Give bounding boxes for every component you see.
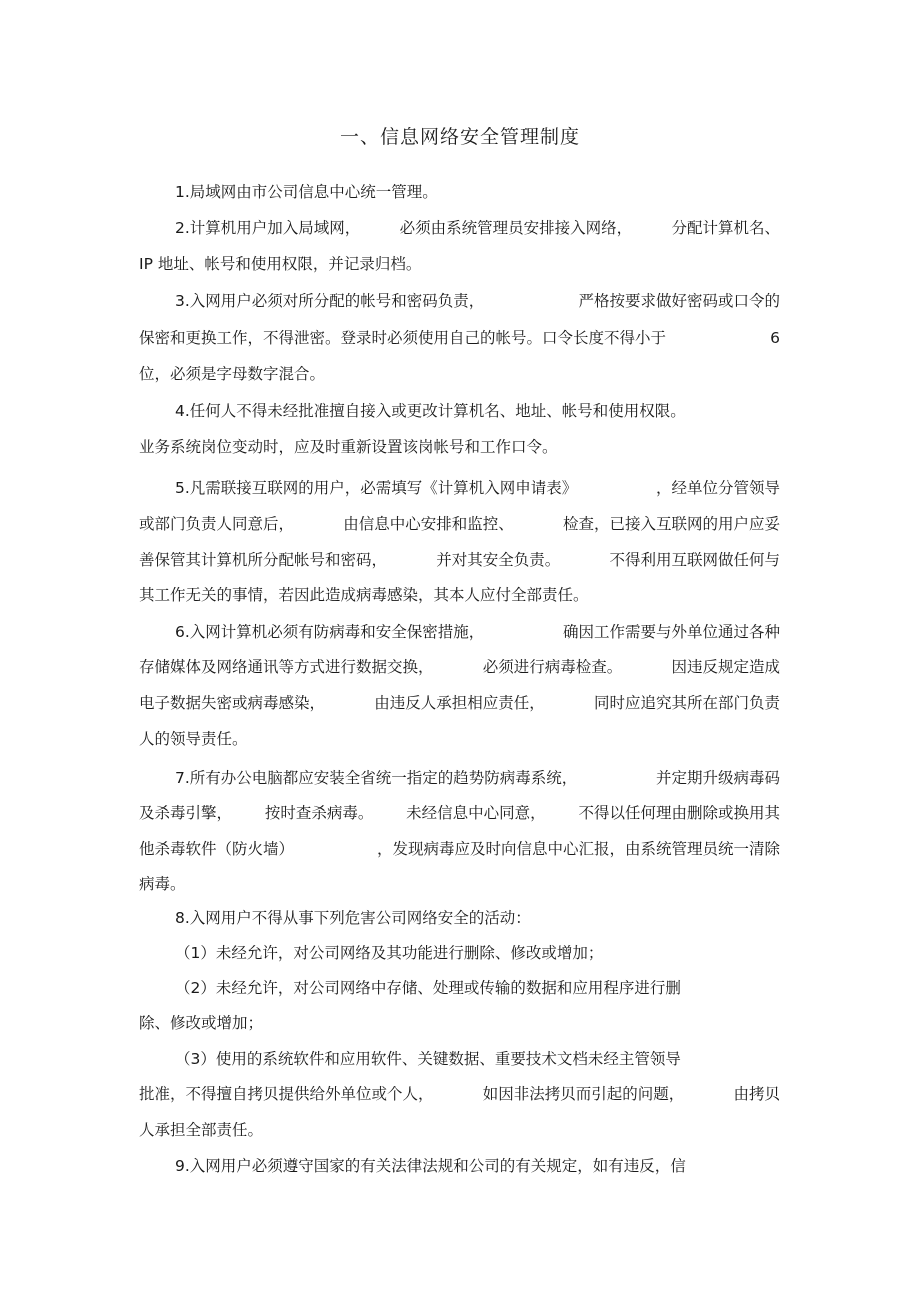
text-segment: 由信息中心安排和监控、 <box>343 515 514 533</box>
body-line: 除、修改或增加； <box>139 1014 264 1032</box>
body-line <box>139 802 780 824</box>
text-segment: 严格按要求做好密码或口令的 <box>578 292 780 310</box>
text-segment: 检查，已接入互联网的用户应妥 <box>562 515 780 533</box>
text-segment: 他杀毒软件（防火墙） <box>139 840 295 858</box>
body-line <box>139 656 780 678</box>
body-line <box>139 327 780 349</box>
text-segment: 6.入网计算机必须有防病毒和安全保密措施， <box>175 623 485 641</box>
text-segment: 确因工作需要与外单位通过各种 <box>562 623 780 641</box>
body-line: 业务系统岗位变动时，应及时重新设置该岗帐号和工作口令。 <box>139 438 558 456</box>
text-segment: ，发现病毒应及时向信息中心汇报，由系统管理员统一清除 <box>376 840 780 858</box>
body-line <box>175 290 780 312</box>
body-line: （1）未经允许，对公司网络及其功能进行删除、修改或增加； <box>175 944 604 962</box>
text-segment: 2.计算机用户加入局域网， <box>175 219 361 237</box>
body-line: IP 地址、帐号和使用权限，并记录归档。 <box>139 255 422 273</box>
body-line <box>139 513 780 535</box>
text-segment: 电子数据失密或病毒感染， <box>139 694 326 712</box>
text-segment: 必须进行病毒检查。 <box>482 658 623 676</box>
text-segment: 由拷贝 <box>733 1085 780 1103</box>
text-segment: 及杀毒引擎， <box>139 804 233 822</box>
text-segment: 必须由系统管理员安排接入网络， <box>399 219 633 237</box>
body-line: 其工作无关的事情，若因此造成病毒感染，其本人应付全部责任。 <box>139 586 589 604</box>
body-line <box>175 217 780 239</box>
text-segment: 分配计算机名、 <box>671 219 780 237</box>
text-segment: 不得利用互联网做任何与 <box>609 551 780 569</box>
text-segment: 不得以任何理由删除或换用其 <box>578 804 780 822</box>
body-line <box>139 692 780 714</box>
body-line: （2）未经允许，对公司网络中存储、处理或传输的数据和应用程序进行删 <box>175 979 681 997</box>
text-segment: 善保管其计算机所分配帐号和密码， <box>139 551 388 569</box>
body-line <box>139 1083 780 1105</box>
body-line: 8.入网用户不得从事下列危害公司网络安全的活动： <box>175 909 531 927</box>
text-segment: 5.凡需联接互联网的用户，必需填写《计算机入网申请表》 <box>175 479 578 497</box>
text-segment: 6 <box>770 329 780 347</box>
body-line <box>139 838 780 860</box>
body-line: 人的领导责任。 <box>139 730 248 748</box>
text-segment: 按时查杀病毒。 <box>264 804 374 822</box>
text-segment: 7.所有办公电脑都应安装全省统一指定的趋势防病毒系统， <box>175 769 578 787</box>
text-segment: 因违反规定造成 <box>671 658 780 676</box>
body-line: 位，必须是字母数字混合。 <box>139 365 326 383</box>
text-segment: 批准，不得擅自拷贝提供给外单位或个人， <box>139 1085 434 1103</box>
body-line: 人承担全部责任。 <box>139 1121 264 1139</box>
body-line: 4.任何人不得未经批准擅自接入或更改计算机名、地址、帐号和使用权限。 <box>175 402 686 420</box>
body-line <box>139 549 780 571</box>
text-segment: 存储媒体及网络通讯等方式进行数据交换， <box>139 658 434 676</box>
body-line <box>175 477 780 499</box>
body-line: 1.局域网由市公司信息中心统一管理。 <box>175 183 438 201</box>
text-segment: 或部门负责人同意后， <box>139 515 295 533</box>
text-segment: 未经信息中心同意， <box>406 804 546 822</box>
text-segment: 3.入网用户必须对所分配的帐号和密码负责， <box>175 292 485 310</box>
text-segment: 由违反人承担相应责任， <box>374 694 545 712</box>
text-segment: 并对其安全负责。 <box>436 551 561 569</box>
text-segment: 同时应追究其所在部门负责 <box>593 694 780 712</box>
body-line: 9.入网用户必须遵守国家的有关法律法规和公司的有关规定，如有违反，信 <box>175 1157 686 1175</box>
body-line: 病毒。 <box>139 875 186 893</box>
document-title: 一、信息网络安全管理制度 <box>339 126 580 148</box>
body-line <box>175 621 780 643</box>
text-segment: 如因非法拷贝而引起的问题， <box>482 1085 685 1103</box>
text-segment: 并定期升级病毒码 <box>655 769 780 787</box>
body-line: （3）使用的系统软件和应用软件、关键数据、重要技术文档未经主管领导 <box>175 1050 681 1068</box>
text-segment: ，经单位分管领导 <box>655 479 780 497</box>
text-segment: 保密和更换工作，不得泄密。登录时必须使用自己的帐号。口令长度不得小于 <box>139 329 667 347</box>
body-line <box>175 767 780 789</box>
